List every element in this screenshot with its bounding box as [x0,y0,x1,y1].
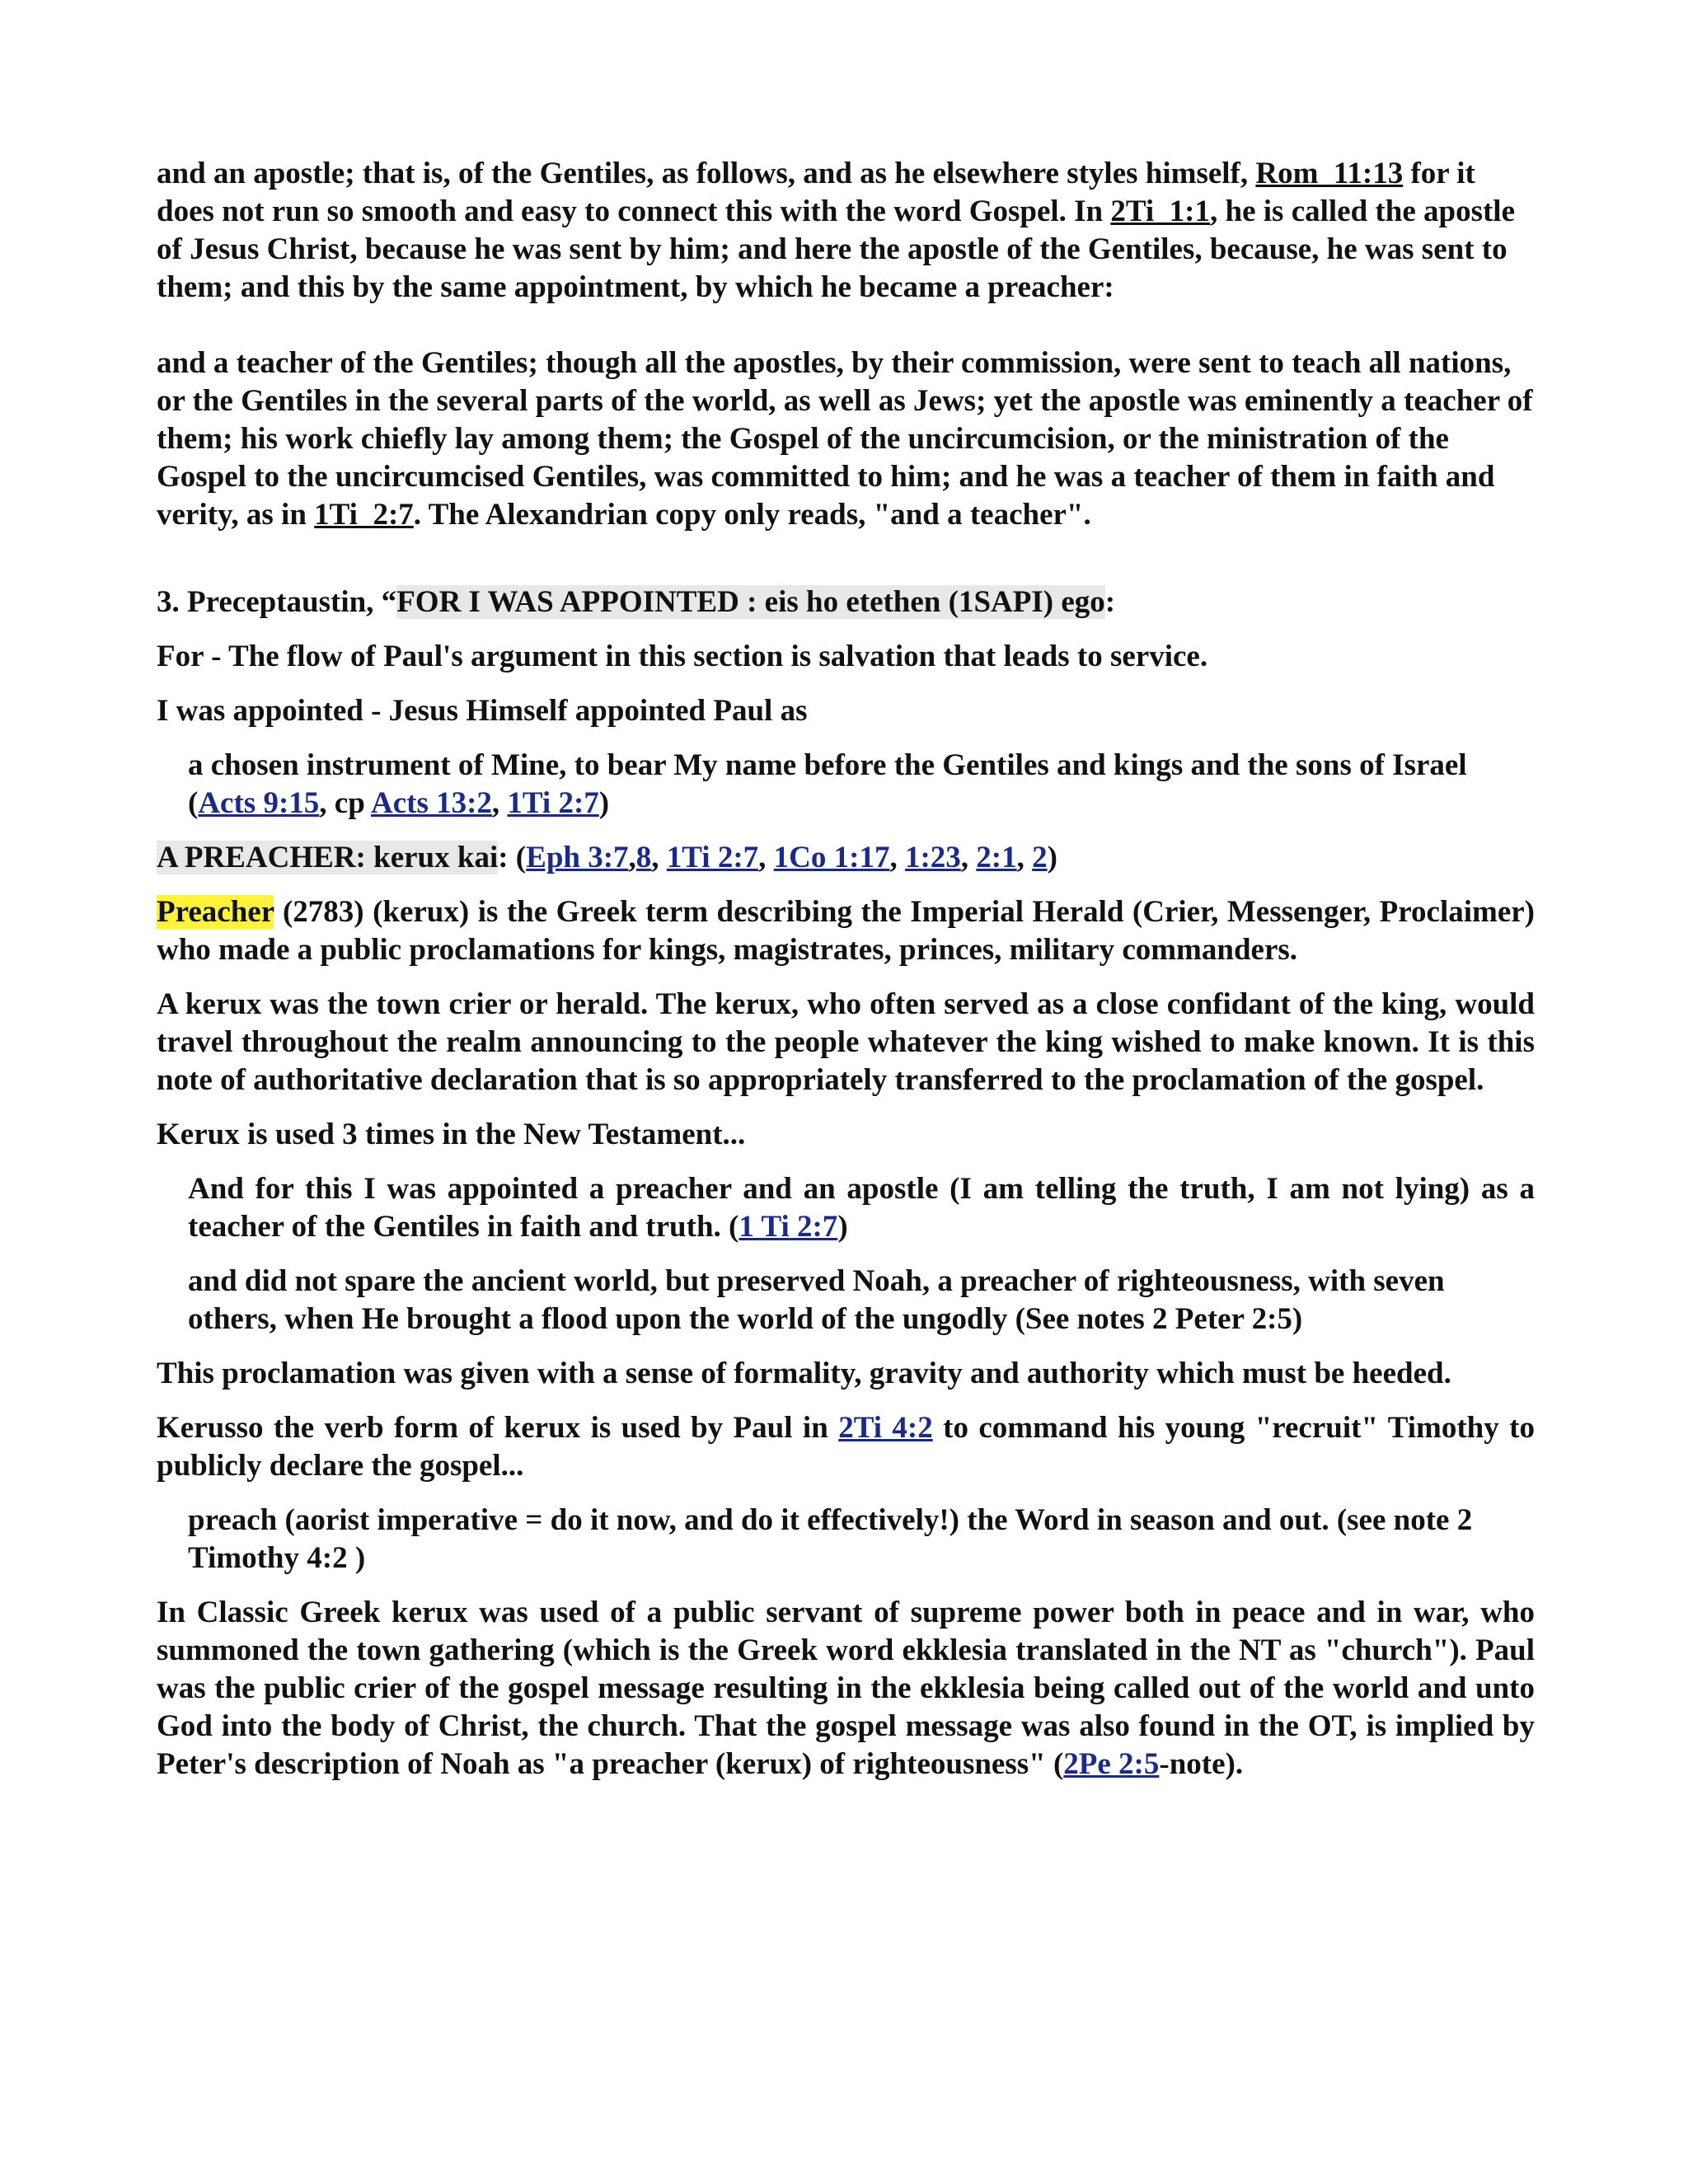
link-1co-2-2[interactable]: 2 [1032,841,1048,874]
text: , [491,786,508,820]
text: -note). [1159,1747,1244,1781]
text: for it does not run so smooth and easy to connect this with the word Gospel. In [157,157,1475,228]
link-2pe-2-5[interactable]: 2Pe 2:5 [1063,1747,1160,1781]
link-1co-1-17[interactable]: 1Co 1:17 [773,841,890,874]
paragraph-for: For - The flow of Paul's argument in this section is salvation that leads to service. [157,640,1208,673]
link-1co-2-1[interactable]: 2:1 [976,841,1017,874]
link-1co-1-23[interactable]: 1:23 [904,841,961,874]
text: 3. Preceptaustin, “ [157,585,397,619]
link-2ti-4-2[interactable]: 2Ti 4:2 [838,1411,933,1445]
link-1ti-2-7[interactable]: 1Ti 2:7 [666,841,759,874]
quote-noah: and did not spare the ancient world, but preserved Noah, a preacher of righteousness, with seven others, when He brought a flood upon the world of the ungodly (See notes 2 Peter 2:5) [188,1264,1445,1336]
text: , he is called the apostle of Jesus Christ, because he was sent by him; and here the apostle of the Gentiles, because, he was sent to them; and this by the same appointment, by which he became a preacher: [157,194,1515,304]
link-acts-13-2[interactable]: Acts 13:2 [370,786,492,820]
link-1ti-2-7[interactable]: 1Ti_2:7 [314,498,414,532]
text: ) [837,1210,848,1244]
text: ) [1047,841,1057,874]
paragraph-used-3-times: Kerux is used 3 times in the New Testament... [157,1118,746,1151]
section-heading-preacher [157,839,1535,877]
text: , cp [319,786,371,820]
text: , [889,841,905,874]
link-rom-11-13[interactable]: Rom_11:13 [1255,157,1404,190]
text: : [1104,585,1116,619]
text: , [651,841,667,874]
link-2ti-1-1[interactable]: 2Ti_1:1 [1110,194,1211,228]
text: Kerusso the verb form of kerux is used by Paul in [157,1411,839,1445]
text: ) [598,786,610,820]
paragraph-town-crier: A kerux was the town crier or herald. The kerux, who often served as a close confidant of the king, would travel throughout the realm announcing to the people whatever the king wished to make known. It is this note of authoritative declaration that is so appropriately transferred to the proclamation of the gospel. [157,987,1535,1097]
text: to command his young "recruit" Timothy to publicly declare the gospel... [157,1411,1535,1483]
text: a chosen instrument of Mine, to bear My name before the Gentiles and kings and the sons of Israel ( [188,748,1467,820]
document-page [157,155,1535,1783]
link-eph-3-8[interactable]: 8 [635,841,652,874]
quote-preach: preach (aorist imperative = do it now, and do it effectively!) the Word in season and out. (see note 2 Timothy 4:2 ) [188,1503,1473,1575]
text: (2783) (kerux) is the Greek term describing the Imperial Herald (Crier, Messenger, Proclaimer) who made a public proclamations for kings, magistrates, princes, military commanders. [157,895,1535,967]
quote-1ti-2-7 [188,1170,1535,1246]
text: In Classic Greek kerux was used of a public servant of supreme power both in peace and in war, who summoned the town gathering (which is the Greek word ekklesia translated in the NT as "church"). Paul was the public crier of the gospel message resulting in the ekklesia being called out of the world and unto God into the body of Christ, the church. That the gospel message was also found in the OT, is implied by Peter's description of Noah as "a preacher (kerux) of righteousness" ( [157,1596,1535,1781]
quote-chosen-instrument [188,747,1535,823]
paragraph-proclamation: This proclamation was given with a sense of formality, gravity and authority which must be heeded. [157,1357,1451,1390]
paragraph-apostle [157,155,1535,307]
text: and an apostle; that is, of the Gentiles, as follows, and as he elsewhere styles himself, [157,157,1256,190]
section-heading-appointed [157,583,1535,621]
link-1ti-2-7[interactable]: 1 Ti 2:7 [738,1210,838,1244]
text: , [1016,841,1033,874]
text: . The Alexandrian copy only reads, "and a teacher". [413,498,1091,532]
paragraph-preacher-definition [157,893,1535,969]
paragraph-classic-greek [157,1594,1535,1783]
link-1ti-2-7[interactable]: 1Ti 2:7 [507,786,599,820]
link-eph-3-7[interactable]: Eph 3:7 [526,841,629,874]
paragraph-kerusso [157,1409,1535,1485]
highlighted-heading: A PREACHER: kerux kai [157,841,499,874]
text: and a teacher of the Gentiles; though all the apostles, by their commission, were sent to teach all nations, or the Gentiles in the several parts of the world, as well as Jews; yet the apostle was eminently a teacher of them; his work chiefly lay among them; the Gospel of the uncircumcision, or the ministration of the Gospel to the uncircumcised Gentiles, was committed to him; and he was a teacher of them in faith and verity, as in [157,346,1533,532]
text: , [758,841,774,874]
highlighted-term: Preacher [157,895,274,929]
paragraph-teacher [157,344,1535,534]
text: And for this I was appointed a preacher and an apostle (I am telling the truth, I am not lying) as a teacher of the Gentiles in faith and truth. ( [188,1172,1535,1244]
text: , [960,841,977,874]
link-acts-9-15[interactable]: Acts 9:15 [198,786,320,820]
highlighted-heading: FOR I WAS APPOINTED : eis ho etethen (1SAPI) ego [396,585,1105,619]
text: , [628,841,636,874]
text: : ( [498,841,527,874]
paragraph-i-was-appointed: I was appointed - Jesus Himself appointed Paul as [157,694,808,728]
